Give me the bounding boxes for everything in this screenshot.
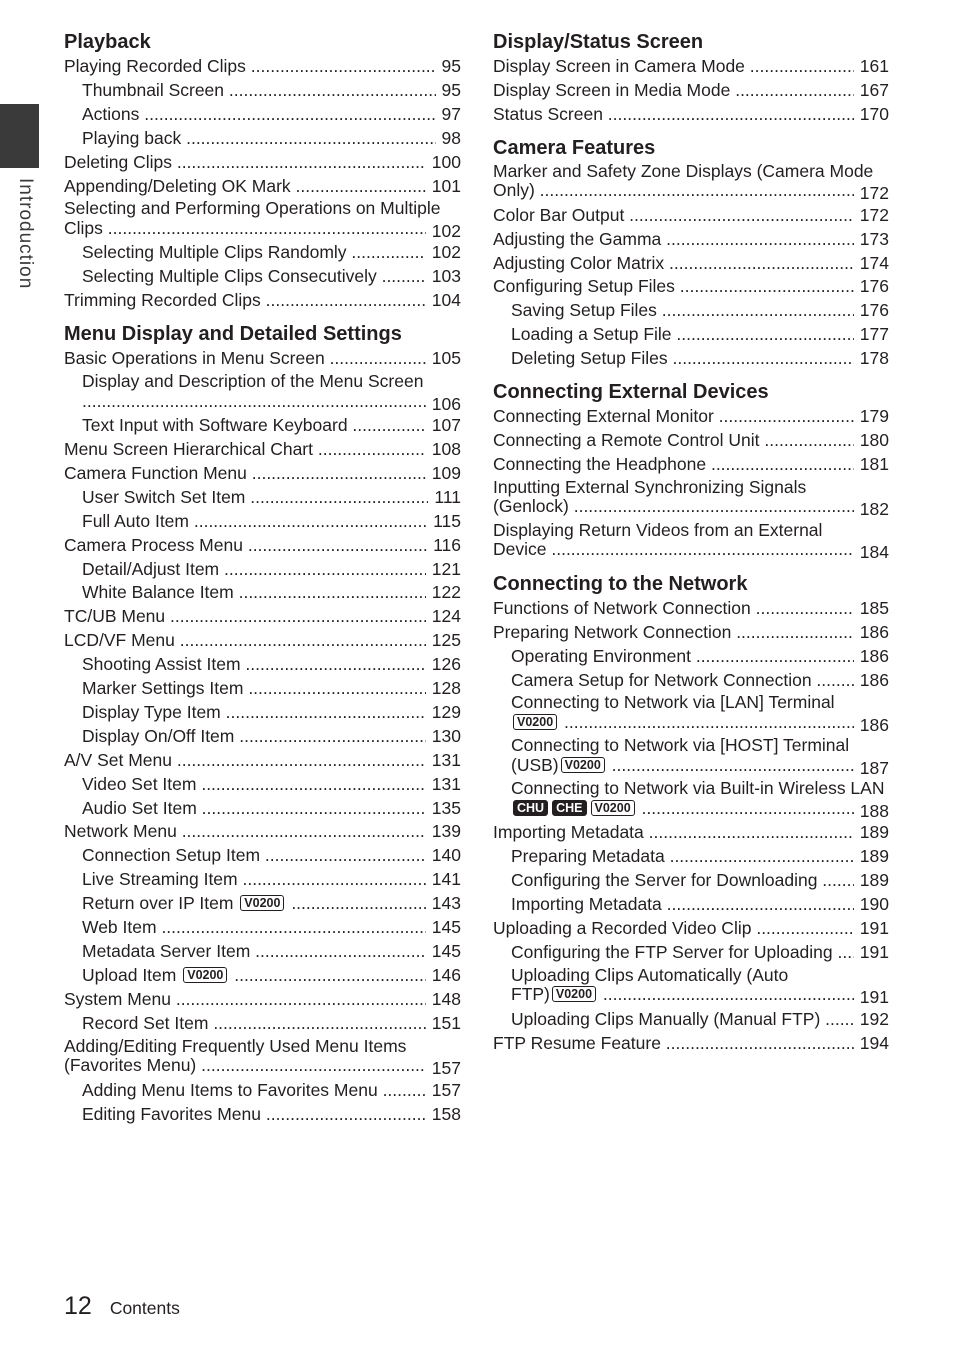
toc-entry[interactable] [64, 462, 461, 486]
entry-title: Live Streaming Item [82, 869, 238, 890]
entry-title: FTP Resume Feature [493, 1032, 661, 1053]
entry-page-number: 167 [854, 79, 889, 103]
toc-entry[interactable] [493, 252, 889, 276]
entry-title: Connecting to Network via [LAN] Terminal [511, 692, 835, 713]
entry-title: Camera Process Menu [64, 534, 243, 555]
toc-entry[interactable] [493, 55, 889, 79]
entry-page-number: 187 [854, 759, 889, 779]
toc-section-connecting-external-devices [493, 380, 889, 563]
toc-entry[interactable] [493, 453, 889, 477]
entry-page-number: 176 [854, 275, 889, 299]
entry-title: Saving Setup Files [511, 300, 657, 321]
toc-entry[interactable] [64, 534, 461, 558]
entry-page-number: 176 [854, 299, 889, 323]
toc-entry[interactable] [493, 941, 889, 965]
entry-page-number: 172 [854, 204, 889, 228]
entry-page-number: 103 [426, 265, 461, 289]
toc-entry[interactable] [64, 725, 461, 749]
entry-page-number: 161 [854, 55, 889, 79]
entry-title-continued: Device [493, 540, 547, 560]
entry-page-number: 172 [854, 184, 889, 204]
entry-title: Basic Operations in Menu Screen [64, 348, 325, 369]
toc-entry[interactable] [64, 1079, 461, 1103]
entry-title: Connecting External Monitor [493, 406, 714, 427]
entry-title: Marker Settings Item [82, 678, 244, 699]
entry-page-number: 177 [854, 323, 889, 347]
entry-title: Connection Setup Item [82, 845, 261, 866]
toc-entry[interactable] [64, 1036, 461, 1079]
toc-entry[interactable] [493, 821, 889, 845]
entry-title: Deleting Setup Files [511, 348, 668, 369]
entry-page-number: 95 [436, 79, 461, 103]
model-badge-v0200: V0200 [552, 986, 596, 1002]
entry-page-number: 191 [854, 917, 889, 941]
entry-page-number: 190 [854, 893, 889, 917]
section-heading: Camera Features [493, 136, 656, 159]
entry-page-number: 189 [854, 821, 889, 845]
entry-title: Display Type Item [82, 701, 221, 722]
toc-right-column [493, 30, 889, 1065]
entry-title: Adjusting the Gamma [493, 228, 662, 249]
toc-entry[interactable] [64, 103, 461, 127]
toc-entry[interactable] [64, 414, 461, 438]
entry-title: Video Set Item [82, 773, 197, 794]
entry-page-number: 128 [426, 677, 461, 701]
entry-page-number: 126 [426, 653, 461, 677]
entry-page-number: 121 [426, 558, 461, 582]
model-badge-v0200: V0200 [183, 967, 227, 983]
model-badge-che: CHE [552, 800, 586, 816]
toc-entry[interactable] [493, 869, 889, 893]
entry-page-number: 174 [854, 252, 889, 276]
toc-entry[interactable] [64, 486, 461, 510]
entry-page-number: 141 [426, 868, 461, 892]
entry-page-number: 191 [854, 941, 889, 965]
entry-title: Deleting Clips [64, 151, 172, 172]
toc-entry[interactable] [64, 605, 461, 629]
toc-entry[interactable] [64, 151, 461, 175]
entry-title: Connecting to Network via Built-in Wireless LAN [511, 778, 885, 799]
entry-title-continued: (Favorites Menu) [64, 1056, 197, 1076]
entry-title: Adjusting Color Matrix [493, 252, 665, 273]
entry-page-number: 178 [854, 347, 889, 371]
entry-page-number: 157 [426, 1059, 461, 1079]
model-badge-chu: CHU [513, 800, 548, 816]
entry-title: Operating Environment [511, 645, 691, 666]
entry-page-number: 184 [854, 543, 889, 563]
toc-entry[interactable] [64, 347, 461, 371]
entry-title: Record Set Item [82, 1012, 209, 1033]
toc-entry[interactable] [64, 1012, 461, 1036]
toc-entry[interactable] [64, 175, 461, 199]
toc-entry[interactable] [64, 198, 461, 241]
section-heading: Connecting External Devices [493, 381, 769, 404]
toc-entry[interactable] [493, 429, 889, 453]
model-badge-v0200: V0200 [240, 895, 284, 911]
entry-page-number: 186 [854, 621, 889, 645]
entry-title: Importing Metadata [493, 822, 644, 843]
entry-page-number: 115 [427, 510, 461, 534]
toc-entry[interactable] [493, 645, 889, 669]
side-tab-marker [0, 104, 39, 168]
toc-entry[interactable] [493, 893, 889, 917]
section-heading: Connecting to the Network [493, 572, 748, 595]
toc-entry[interactable] [493, 477, 889, 520]
entry-page-number: 194 [854, 1032, 889, 1056]
toc-entry[interactable] [493, 1008, 889, 1032]
toc-entry[interactable] [64, 773, 461, 797]
toc-entry[interactable] [64, 55, 461, 79]
toc-entry[interactable] [64, 241, 461, 265]
entry-page-number: 148 [426, 988, 461, 1012]
entry-page-number: 122 [426, 581, 461, 605]
entry-title: Camera Setup for Network Connection [511, 669, 812, 690]
toc-entry[interactable] [64, 820, 461, 844]
entry-title: Selecting Multiple Clips Consecutively [82, 266, 377, 287]
entry-title: Playing Recorded Clips [64, 56, 246, 76]
entry-title: Connecting a Remote Control Unit [493, 429, 760, 450]
entry-page-number: 104 [426, 289, 461, 313]
entry-page-number: 108 [426, 438, 461, 462]
section-heading: Display/Status Screen [493, 31, 704, 53]
entry-title: Upload Item [82, 964, 177, 985]
entry-page-number: 102 [426, 222, 461, 242]
entry-title-continued: FTP) [511, 985, 550, 1005]
entry-page-number: 98 [436, 127, 461, 151]
entry-title: Uploading a Recorded Video Clip [493, 918, 752, 939]
entry-title: Shooting Assist Item [82, 654, 241, 675]
toc-entry[interactable] [64, 797, 461, 821]
entry-page-number: 143 [426, 892, 461, 916]
entry-page-number: 189 [854, 869, 889, 893]
toc-entry[interactable] [493, 405, 889, 429]
toc-entry[interactable] [493, 347, 889, 371]
toc-entry[interactable] [64, 844, 461, 868]
toc-entry[interactable] [64, 558, 461, 582]
entry-title: Adding Menu Items to Favorites Menu [82, 1079, 378, 1100]
toc-entry[interactable] [64, 1103, 461, 1127]
entry-title: Selecting Multiple Clips Randomly [82, 242, 347, 263]
entry-title-continued: Only) [493, 181, 535, 201]
model-badge-v0200: V0200 [561, 757, 605, 773]
entry-page-number: 106 [426, 395, 461, 415]
toc-entry[interactable] [493, 161, 889, 204]
toc-entry[interactable] [64, 916, 461, 940]
entry-page-number: 157 [426, 1079, 461, 1103]
section-heading: Playback [64, 31, 151, 53]
entry-page-number: 100 [426, 151, 461, 175]
entry-page-number: 131 [426, 773, 461, 797]
model-badge-v0200: V0200 [591, 800, 635, 816]
entry-title: Inputting External Synchronizing Signals [493, 476, 807, 497]
entry-title: Display Screen in Media Mode [493, 79, 731, 100]
entry-title: Connecting to Network via [HOST] Terminal [511, 735, 850, 756]
toc-section-display-status-screen [493, 30, 889, 127]
entry-title: Actions [82, 103, 140, 124]
toc-section-menu-display-and-detailed-settings [64, 322, 461, 1126]
toc-entry[interactable] [64, 677, 461, 701]
entry-page-number: 186 [854, 716, 889, 736]
entry-page-number: 102 [426, 241, 461, 265]
entry-page-number: 188 [854, 802, 889, 822]
entry-page-number: 109 [426, 462, 461, 486]
entry-title: Appending/Deleting OK Mark [64, 175, 291, 196]
entry-title: Web Item [82, 917, 157, 938]
entry-title: Configuring the FTP Server for Uploading [511, 941, 833, 962]
entry-title: Display Screen in Camera Mode [493, 56, 745, 76]
toc-entry[interactable] [64, 653, 461, 677]
entry-page-number: 139 [426, 820, 461, 844]
toc-entry[interactable] [64, 265, 461, 289]
entry-title: Functions of Network Connection [493, 597, 751, 618]
toc-entry[interactable] [493, 669, 889, 693]
entry-title: Uploading Clips Manually (Manual FTP) [511, 1008, 821, 1029]
entry-page-number: 173 [854, 228, 889, 252]
page-footer [64, 1292, 180, 1321]
entry-title: Metadata Server Item [82, 941, 251, 961]
entry-title: Uploading Clips Automatically (Auto [511, 964, 789, 985]
toc-entry[interactable] [64, 892, 461, 916]
entry-page-number: 95 [436, 55, 461, 79]
toc-entry[interactable] [493, 917, 889, 941]
toc-entry[interactable] [493, 597, 889, 621]
entry-page-number: 140 [426, 844, 461, 868]
entry-title-continued: Clips [64, 218, 103, 238]
entry-page-number: 111 [428, 486, 461, 510]
toc-entry[interactable] [64, 629, 461, 653]
entry-title: Return over IP Item [82, 893, 234, 914]
entry-page-number: 185 [854, 597, 889, 621]
entry-title: Importing Metadata [511, 894, 662, 915]
entry-page-number: 125 [426, 629, 461, 653]
entry-page-number: 97 [436, 103, 461, 127]
entry-page-number: 146 [426, 964, 461, 988]
entry-title: Playing back [82, 127, 182, 148]
section-heading: Menu Display and Detailed Settings [64, 323, 402, 346]
toc-entry[interactable] [64, 988, 461, 1012]
toc-entry[interactable] [64, 749, 461, 773]
entry-page-number: 107 [426, 414, 461, 438]
entry-title: A/V Set Menu [64, 749, 172, 770]
toc-entry[interactable] [493, 79, 889, 103]
toc-entry[interactable] [493, 299, 889, 323]
entry-title-continued: (USB) [511, 755, 559, 775]
toc-entry[interactable] [64, 940, 461, 964]
toc-entry[interactable] [493, 520, 889, 563]
toc-entry[interactable] [64, 701, 461, 725]
entry-title: Status Screen [493, 103, 603, 124]
toc-entry[interactable] [493, 228, 889, 252]
entry-title: Marker and Safety Zone Displays (Camera Mode [493, 160, 874, 181]
entry-title: LCD/VF Menu [64, 630, 175, 651]
entry-title: Connecting the Headphone [493, 453, 707, 474]
entry-title: Configuring the Server for Downloading [511, 870, 818, 891]
toc-entry[interactable] [64, 289, 461, 313]
toc-entry[interactable] [493, 778, 889, 821]
entry-title: Network Menu [64, 821, 177, 842]
entry-title: Selecting and Performing Operations on Multiple [64, 198, 441, 219]
toc-entry[interactable] [493, 845, 889, 869]
entry-page-number: 189 [854, 845, 889, 869]
entry-title: Trimming Recorded Clips [64, 290, 261, 311]
entry-page-number: 130 [426, 725, 461, 749]
entry-title: Detail/Adjust Item [82, 558, 220, 579]
entry-title: Editing Favorites Menu [82, 1103, 261, 1124]
entry-page-number: 116 [427, 534, 461, 558]
page-number: 12 [64, 1292, 92, 1320]
entry-page-number: 179 [854, 405, 889, 429]
toc-entry[interactable] [493, 692, 889, 735]
toc-entry[interactable] [493, 965, 889, 1008]
entry-page-number: 131 [426, 749, 461, 773]
toc-entry[interactable] [493, 204, 889, 228]
entry-page-number: 191 [854, 988, 889, 1008]
entry-title: Menu Screen Hierarchical Chart [64, 438, 313, 459]
entry-title: System Menu [64, 988, 171, 1009]
toc-left-column [64, 30, 461, 1135]
toc-entry[interactable] [493, 323, 889, 347]
entry-page-number: 101 [426, 175, 461, 199]
entry-page-number: 158 [426, 1103, 461, 1127]
entry-title: Full Auto Item [82, 510, 189, 531]
toc-entry[interactable] [493, 621, 889, 645]
toc-section-camera-features [493, 136, 889, 371]
entry-page-number: 192 [854, 1008, 889, 1032]
entry-title: Display and Description of the Menu Screen [82, 371, 424, 392]
entry-title: Loading a Setup File [511, 324, 672, 345]
footer-label: Contents [109, 1298, 180, 1318]
entry-title: Adding/Editing Frequently Used Menu Items [64, 1035, 407, 1056]
entry-page-number: 124 [426, 605, 461, 629]
entry-title: Preparing Metadata [511, 846, 665, 867]
entry-title: Preparing Network Connection [493, 621, 732, 642]
entry-page-number: 129 [426, 701, 461, 725]
entry-page-number: 181 [854, 453, 889, 477]
entry-page-number: 182 [854, 500, 889, 520]
entry-title: Text Input with Software Keyboard [82, 415, 348, 436]
entry-title: Configuring Setup Files [493, 276, 675, 297]
toc-entry[interactable] [64, 510, 461, 534]
toc-entry[interactable] [493, 275, 889, 299]
toc-entry[interactable] [64, 964, 461, 988]
entry-title: TC/UB Menu [64, 606, 166, 627]
entry-title-continued: (Genlock) [493, 497, 569, 517]
entry-page-number: 180 [854, 429, 889, 453]
entry-page-number: 105 [426, 347, 461, 371]
toc-entry[interactable] [64, 127, 461, 151]
toc-section-playback [64, 30, 461, 313]
toc-entry[interactable] [493, 1032, 889, 1056]
entry-title: User Switch Set Item [82, 486, 246, 507]
entry-page-number: 186 [854, 645, 889, 669]
toc-entry[interactable] [493, 735, 889, 778]
toc-section-connecting-to-the-network [493, 572, 889, 1056]
toc-entry[interactable] [64, 79, 461, 103]
entry-page-number: 145 [426, 940, 461, 964]
entry-title: Audio Set Item [82, 797, 197, 818]
model-badge-v0200: V0200 [513, 714, 557, 730]
entry-page-number: 135 [426, 797, 461, 821]
entry-page-number: 186 [854, 669, 889, 693]
entry-title: White Balance Item [82, 582, 234, 603]
entry-title: Displaying Return Videos from an External [493, 519, 823, 540]
entry-title: Thumbnail Screen [82, 79, 225, 100]
entry-page-number: 170 [854, 103, 889, 127]
toc-entry[interactable] [64, 581, 461, 605]
entry-title: Camera Function Menu [64, 462, 247, 483]
entry-title: Display On/Off Item [82, 725, 235, 746]
entry-page-number: 145 [426, 916, 461, 940]
toc-entry[interactable] [64, 438, 461, 462]
toc-entry[interactable] [64, 371, 461, 414]
toc-entry[interactable] [493, 103, 889, 127]
side-chapter-label: Introduction [15, 178, 36, 290]
toc-entry[interactable] [64, 868, 461, 892]
entry-title: Color Bar Output [493, 204, 625, 225]
entry-page-number: 151 [426, 1012, 461, 1036]
